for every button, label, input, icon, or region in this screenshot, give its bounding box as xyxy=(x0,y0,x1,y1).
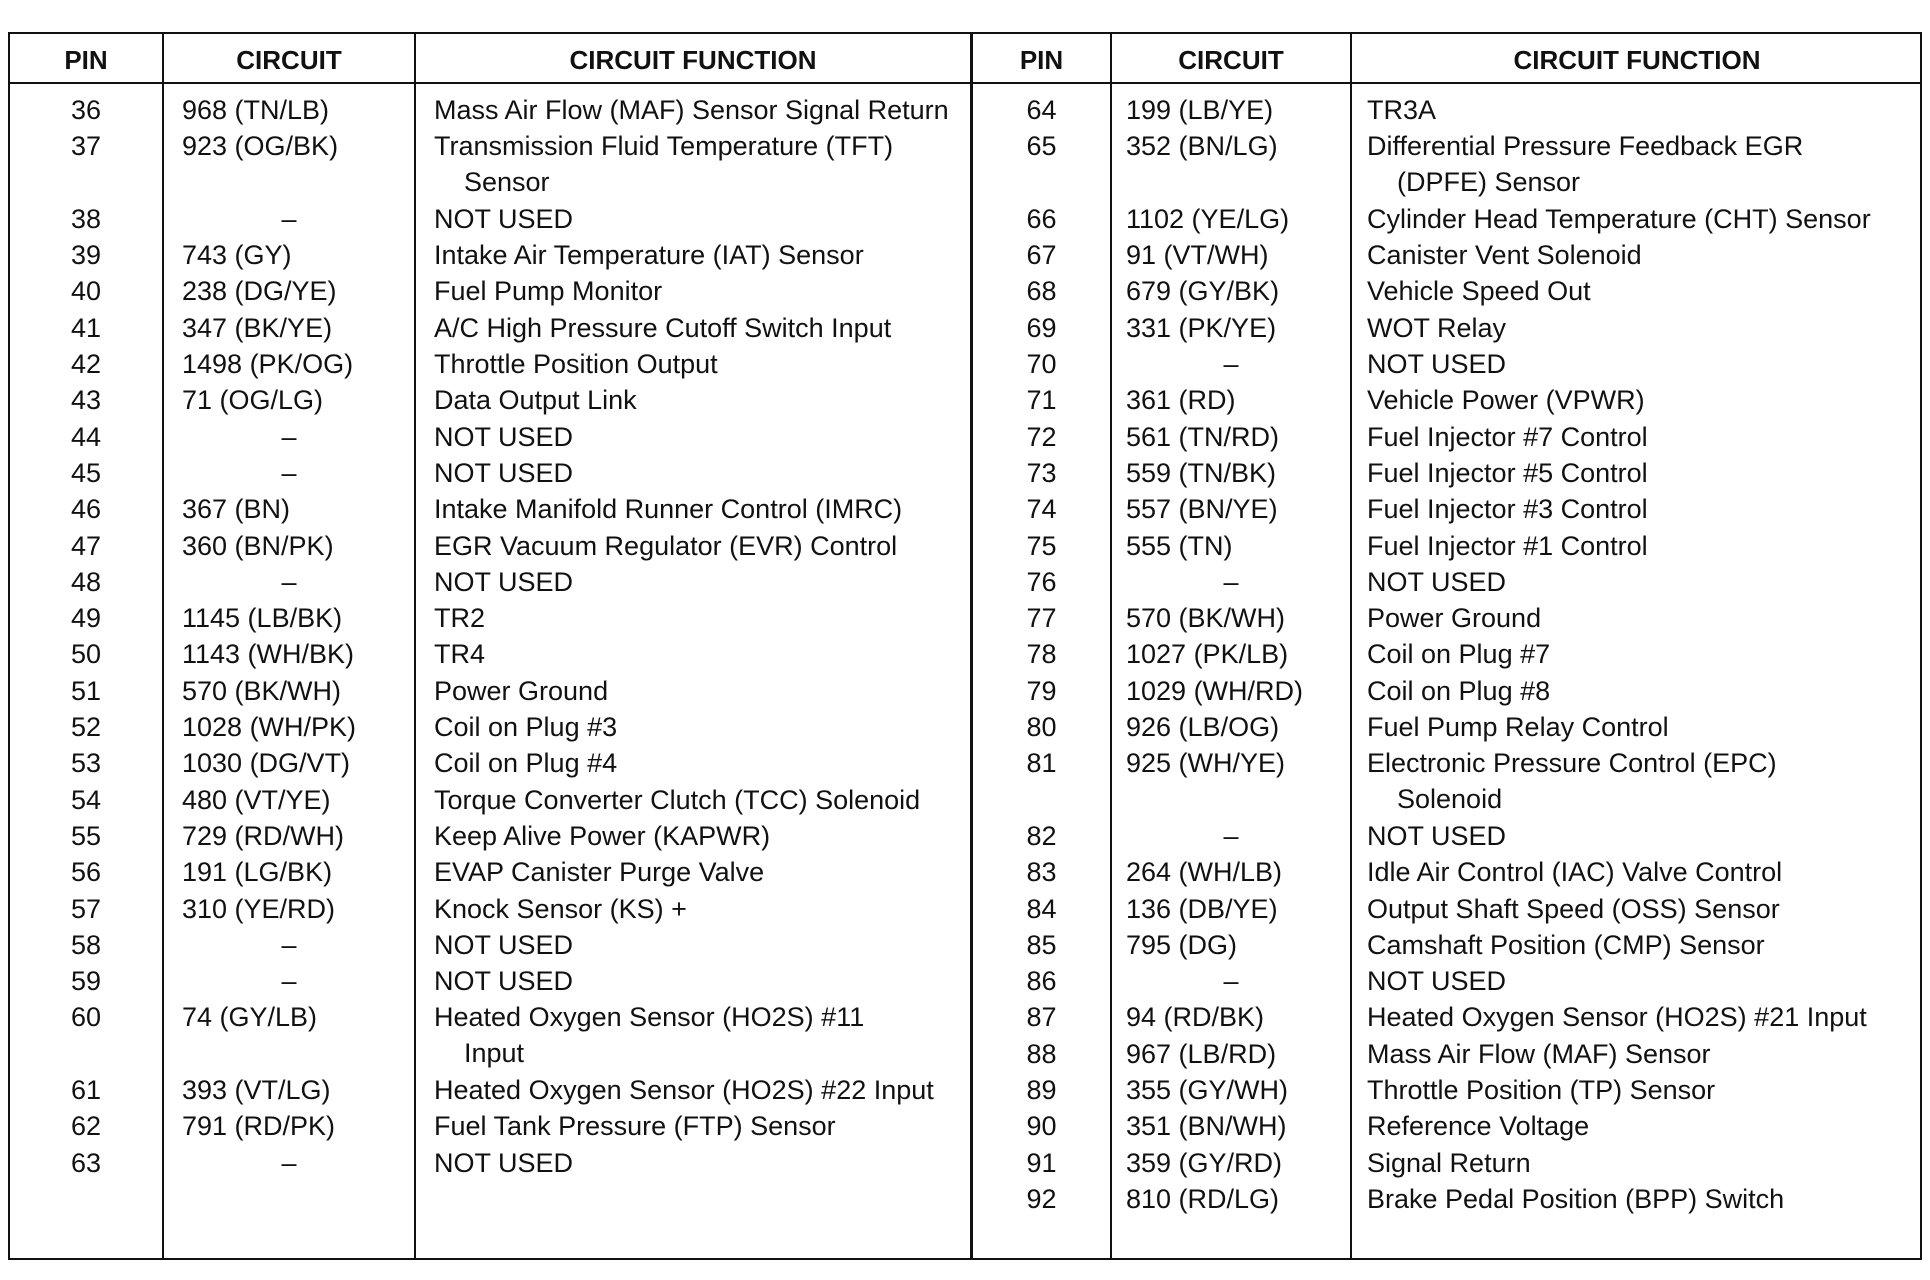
circuit-function xyxy=(434,782,920,818)
pin-number: 59 xyxy=(70,966,102,997)
circuit-function xyxy=(434,564,573,600)
pin-number: 37 xyxy=(70,131,102,162)
table-row xyxy=(10,673,970,709)
circuit-function-text: Knock Sensor (KS) + xyxy=(434,893,687,924)
table-row xyxy=(973,636,1922,672)
circuit-function-text: Fuel Pump Monitor xyxy=(434,276,663,307)
circuit-id: 360 (BN/PK) xyxy=(182,530,334,561)
circuit-function xyxy=(434,273,662,309)
circuit-function-text: Signal Return xyxy=(1367,1147,1531,1178)
circuit-function-text: Coil on Plug #7 xyxy=(1367,639,1551,670)
circuit-id: 967 (LB/RD) xyxy=(1126,1038,1277,1069)
circuit-function xyxy=(1367,999,1867,1035)
circuit-function-text: Keep Alive Power (KAPWR) xyxy=(434,820,771,851)
table-row xyxy=(10,709,970,745)
circuit-id: 1102 (YE/LG) xyxy=(1126,203,1290,234)
circuit-id: – xyxy=(281,1147,297,1178)
circuit-function-text: Heated Oxygen Sensor (HO2S) #11 xyxy=(434,1002,865,1033)
circuit-id: 557 (BN/YE) xyxy=(1126,494,1278,525)
table-row xyxy=(973,891,1922,927)
table-row xyxy=(10,782,970,818)
circuit-function-continuation: Sensor xyxy=(464,167,550,198)
table-row xyxy=(10,92,970,128)
pin-number: 38 xyxy=(70,203,102,234)
circuit-function-text: Reference Voltage xyxy=(1367,1111,1590,1142)
circuit-function xyxy=(434,237,864,273)
pin-number: 79 xyxy=(1026,675,1057,706)
circuit-function-text: Camshaft Position (CMP) Sensor xyxy=(1367,929,1765,960)
circuit-function-text: NOT USED xyxy=(434,421,574,452)
pin-number: 45 xyxy=(70,457,102,488)
pin-number: 83 xyxy=(1026,857,1057,888)
circuit-function-text: Mass Air Flow (MAF) Sensor xyxy=(1367,1038,1711,1069)
circuit-function xyxy=(1367,201,1871,237)
pin-number: 55 xyxy=(70,820,102,851)
table-row xyxy=(973,818,1922,854)
table-row xyxy=(973,1108,1922,1144)
circuit-function xyxy=(1367,528,1648,564)
pin-number: 39 xyxy=(70,240,102,271)
circuit-function xyxy=(434,455,573,491)
table-row xyxy=(10,128,970,201)
pin-number: 40 xyxy=(70,276,102,307)
circuit-function-text: Coil on Plug #4 xyxy=(434,748,618,779)
circuit-function-text: WOT Relay xyxy=(1367,312,1507,343)
circuit-function-text: Torque Converter Clutch (TCC) Solenoid xyxy=(434,784,921,815)
circuit-function xyxy=(1367,1181,1784,1217)
table-row xyxy=(973,600,1922,636)
circuit-function-text: TR3A xyxy=(1367,95,1437,125)
circuit-id: 191 (LG/BK) xyxy=(182,857,333,888)
circuit-function xyxy=(1367,419,1648,455)
circuit-function-text: Intake Manifold Runner Control (IMRC) xyxy=(434,494,903,525)
table-row xyxy=(10,346,970,382)
table-row xyxy=(10,891,970,927)
pin-number: 48 xyxy=(70,566,102,597)
circuit-id: 743 (GY) xyxy=(182,240,292,271)
pin-number: 68 xyxy=(1026,276,1057,307)
circuit-id: 355 (GY/WH) xyxy=(1126,1075,1289,1106)
left-pin-list xyxy=(10,92,970,1181)
circuit-function-text: Mass Air Flow (MAF) Sensor Signal Return xyxy=(434,95,949,125)
circuit-function xyxy=(434,346,718,382)
circuit-function xyxy=(434,927,573,963)
circuit-function xyxy=(434,818,770,854)
circuit-function xyxy=(1367,1036,1711,1072)
table-row xyxy=(10,310,970,346)
circuit-id: 393 (VT/LG) xyxy=(182,1075,331,1106)
circuit-function-text: Fuel Tank Pressure (FTP) Sensor xyxy=(434,1111,836,1142)
circuit-function xyxy=(434,1145,573,1181)
circuit-function-text: EVAP Canister Purge Valve xyxy=(434,857,765,888)
circuit-function-text: Fuel Injector #1 Control xyxy=(1367,530,1648,561)
circuit-id: 679 (GY/BK) xyxy=(1126,276,1280,307)
pin-number: 91 xyxy=(1026,1147,1057,1178)
header-circuit-right: CIRCUIT xyxy=(1178,45,1284,75)
circuit-function xyxy=(1367,854,1782,890)
circuit-function xyxy=(1367,455,1648,491)
circuit-function-text: Canister Vent Solenoid xyxy=(1367,240,1642,271)
circuit-id: 561 (TN/RD) xyxy=(1126,421,1280,452)
circuit-function xyxy=(1367,310,1506,346)
pin-number: 61 xyxy=(70,1075,102,1106)
table-row xyxy=(973,564,1922,600)
circuit-function xyxy=(434,636,485,672)
circuit-function-text: Fuel Injector #7 Control xyxy=(1367,421,1648,452)
circuit-id: 264 (WH/LB) xyxy=(1126,857,1283,888)
pin-number: 53 xyxy=(70,748,102,779)
table-row xyxy=(10,382,970,418)
circuit-function-text: Idle Air Control (IAC) Valve Control xyxy=(1367,857,1783,888)
circuit-function xyxy=(1367,927,1765,963)
table-row xyxy=(973,1181,1922,1217)
pin-number: 62 xyxy=(70,1111,102,1142)
table-row xyxy=(10,1072,970,1108)
pin-number: 88 xyxy=(1026,1038,1057,1069)
circuit-function-text: EGR Vacuum Regulator (EVR) Control xyxy=(434,530,898,561)
circuit-function-continuation: Solenoid xyxy=(1397,784,1503,815)
circuit-function xyxy=(434,745,617,781)
circuit-id: 74 (GY/LB) xyxy=(182,1002,318,1033)
circuit-id: 1145 (LB/BK) xyxy=(182,603,343,634)
pin-number: 78 xyxy=(1026,639,1057,670)
table-row xyxy=(10,999,970,1072)
circuit-id: 1027 (PK/LB) xyxy=(1126,639,1289,670)
header-rule xyxy=(10,82,1920,84)
circuit-function xyxy=(434,201,573,237)
circuit-id: 1028 (WH/PK) xyxy=(182,712,357,743)
circuit-function xyxy=(434,1108,836,1144)
circuit-id: 1029 (WH/RD) xyxy=(1126,675,1304,706)
circuit-function xyxy=(1367,382,1645,418)
circuit-id: 199 (LB/YE) xyxy=(1126,95,1274,125)
circuit-function xyxy=(434,491,902,527)
circuit-id: 71 (OG/LG) xyxy=(182,385,324,416)
circuit-id: 968 (TN/LB) xyxy=(182,95,330,125)
pin-number: 47 xyxy=(70,530,102,561)
circuit-function xyxy=(1367,237,1642,273)
circuit-function-text: NOT USED xyxy=(434,566,574,597)
pin-number: 72 xyxy=(1026,421,1057,452)
pin-number: 44 xyxy=(70,421,102,452)
circuit-id: 729 (RD/WH) xyxy=(182,820,345,851)
pin-number: 41 xyxy=(70,312,102,343)
pin-number: 65 xyxy=(1026,131,1057,162)
table-row xyxy=(973,854,1922,890)
circuit-function xyxy=(434,709,617,745)
pin-number: 74 xyxy=(1026,494,1057,525)
circuit-id: – xyxy=(281,203,297,234)
circuit-function-text: Power Ground xyxy=(1367,603,1542,634)
circuit-function xyxy=(1367,564,1506,600)
table-row xyxy=(10,636,970,672)
circuit-function xyxy=(1367,346,1506,382)
pin-number: 70 xyxy=(1026,349,1057,380)
table-row xyxy=(10,1108,970,1144)
circuit-id: 91 (VT/WH) xyxy=(1126,240,1269,271)
pin-number: 90 xyxy=(1026,1111,1057,1142)
circuit-function-text: A/C High Pressure Cutoff Switch Input xyxy=(434,312,892,343)
circuit-id: 926 (LB/OG) xyxy=(1126,712,1280,743)
table-row xyxy=(973,1072,1922,1108)
circuit-function-text: Vehicle Speed Out xyxy=(1367,276,1591,307)
pin-number: 75 xyxy=(1026,530,1057,561)
pin-number: 60 xyxy=(70,1002,102,1033)
pin-number: 46 xyxy=(70,494,102,525)
circuit-id: 347 (BK/YE) xyxy=(182,312,333,343)
table-row xyxy=(973,491,1922,527)
circuit-function-text: Output Shaft Speed (OSS) Sensor xyxy=(1367,893,1780,924)
circuit-function xyxy=(434,382,637,418)
pin-number: 87 xyxy=(1026,1002,1057,1033)
table-row xyxy=(973,92,1922,128)
circuit-id: 94 (RD/BK) xyxy=(1126,1002,1265,1033)
circuit-id: 1143 (WH/BK) xyxy=(182,639,355,670)
table-row xyxy=(973,128,1922,201)
circuit-function-text: TR2 xyxy=(434,603,486,634)
circuit-function-text: NOT USED xyxy=(434,929,574,960)
circuit-function xyxy=(1367,636,1550,672)
header-function-right: CIRCUIT FUNCTION xyxy=(1513,45,1761,75)
circuit-id: – xyxy=(1223,349,1239,380)
pin-number: 82 xyxy=(1026,820,1057,851)
header-function-left: CIRCUIT FUNCTION xyxy=(569,45,817,75)
circuit-id: 359 (GY/RD) xyxy=(1126,1147,1283,1178)
table-row xyxy=(973,999,1922,1035)
circuit-function xyxy=(434,673,608,709)
pin-number: 92 xyxy=(1026,1183,1057,1214)
circuit-function xyxy=(434,600,485,636)
circuit-id: – xyxy=(1223,966,1239,997)
circuit-function-continuation: Input xyxy=(464,1038,525,1069)
circuit-function xyxy=(1367,128,1803,200)
circuit-id: 352 (BN/LG) xyxy=(1126,131,1278,162)
circuit-function-text: Fuel Injector #3 Control xyxy=(1367,494,1648,525)
table-row xyxy=(973,673,1922,709)
pin-number: 76 xyxy=(1026,566,1057,597)
pin-number: 36 xyxy=(70,95,102,125)
circuit-id: 480 (VT/YE) xyxy=(182,784,331,815)
circuit-function-text: NOT USED xyxy=(1367,820,1507,851)
circuit-function xyxy=(1367,1108,1589,1144)
pin-number: 51 xyxy=(70,675,102,706)
pin-number: 63 xyxy=(70,1147,102,1178)
circuit-function-text: NOT USED xyxy=(1367,566,1507,597)
circuit-function-text: Heated Oxygen Sensor (HO2S) #22 Input xyxy=(434,1075,934,1106)
pin-number: 67 xyxy=(1026,240,1057,271)
circuit-function xyxy=(434,1072,934,1108)
circuit-id: 310 (YE/RD) xyxy=(182,893,336,924)
circuit-function-text: Fuel Injector #5 Control xyxy=(1367,457,1648,488)
circuit-function xyxy=(434,854,764,890)
circuit-function-text: Coil on Plug #3 xyxy=(434,712,618,743)
table-row xyxy=(10,419,970,455)
pin-number: 73 xyxy=(1026,457,1057,488)
circuit-function xyxy=(434,92,949,128)
table-row xyxy=(973,1145,1922,1181)
circuit-function-text: NOT USED xyxy=(434,1147,574,1178)
circuit-function xyxy=(1367,673,1550,709)
pin-number: 49 xyxy=(70,603,102,634)
circuit-id: – xyxy=(281,421,297,452)
circuit-id: – xyxy=(281,966,297,997)
circuit-id: 795 (DG) xyxy=(1126,929,1238,960)
table-row xyxy=(10,600,970,636)
circuit-id: 136 (DB/YE) xyxy=(1126,893,1278,924)
circuit-function xyxy=(434,128,893,200)
table-row xyxy=(10,455,970,491)
right-pin-list xyxy=(973,92,1922,1217)
circuit-id: – xyxy=(281,457,297,488)
table-row xyxy=(10,854,970,890)
circuit-id: 555 (TN) xyxy=(1126,530,1233,561)
pin-number: 80 xyxy=(1026,712,1057,743)
circuit-function xyxy=(1367,1072,1715,1108)
circuit-id: 1498 (PK/OG) xyxy=(182,349,354,380)
pin-number: 71 xyxy=(1026,385,1057,416)
table-row xyxy=(10,564,970,600)
circuit-id: – xyxy=(1223,820,1239,851)
circuit-id: 923 (OG/BK) xyxy=(182,131,339,162)
circuit-function xyxy=(1367,92,1436,128)
circuit-function-text: Power Ground xyxy=(434,675,609,706)
circuit-function-text: NOT USED xyxy=(1367,966,1507,997)
circuit-function-continuation: (DPFE) Sensor xyxy=(1397,167,1581,198)
circuit-function xyxy=(1367,745,1777,817)
header-circuit-left: CIRCUIT xyxy=(236,45,342,75)
circuit-function-text: Fuel Pump Relay Control xyxy=(1367,712,1669,743)
circuit-function-text: NOT USED xyxy=(434,966,574,997)
circuit-id: 570 (BK/WH) xyxy=(182,675,342,706)
pin-number: 69 xyxy=(1026,312,1057,343)
circuit-function xyxy=(1367,963,1506,999)
circuit-function xyxy=(1367,709,1669,745)
table-row xyxy=(973,455,1922,491)
pin-number: 52 xyxy=(70,712,102,743)
table-row xyxy=(973,346,1922,382)
circuit-function-text: Intake Air Temperature (IAT) Sensor xyxy=(434,240,864,271)
pin-number: 81 xyxy=(1026,748,1057,779)
circuit-function-text: Transmission Fluid Temperature (TFT) xyxy=(434,131,894,162)
pin-number: 86 xyxy=(1026,966,1057,997)
circuit-id: – xyxy=(1223,566,1239,597)
table-row xyxy=(973,419,1922,455)
circuit-function-text: Electronic Pressure Control (EPC) xyxy=(1367,748,1777,779)
circuit-function-text: NOT USED xyxy=(434,457,574,488)
table-row xyxy=(973,201,1922,237)
circuit-function-text: Throttle Position (TP) Sensor xyxy=(1367,1075,1716,1106)
table-row xyxy=(10,745,970,781)
circuit-function xyxy=(434,963,573,999)
pin-number: 56 xyxy=(70,857,102,888)
circuit-function-text: TR4 xyxy=(434,639,486,670)
pin-number: 84 xyxy=(1026,893,1057,924)
circuit-function xyxy=(434,419,573,455)
table-row xyxy=(10,1145,970,1181)
table-row xyxy=(973,528,1922,564)
circuit-function-text: NOT USED xyxy=(1367,349,1507,380)
table-row xyxy=(10,273,970,309)
table-row xyxy=(10,201,970,237)
circuit-function-text: Cylinder Head Temperature (CHT) Sensor xyxy=(1367,203,1871,234)
circuit-id: – xyxy=(281,566,297,597)
table-row xyxy=(973,709,1922,745)
circuit-function xyxy=(434,999,864,1071)
table-row xyxy=(10,818,970,854)
circuit-id: 1030 (DG/VT) xyxy=(182,748,351,779)
circuit-function-text: Differential Pressure Feedback EGR xyxy=(1367,131,1804,162)
pin-number: 43 xyxy=(70,385,102,416)
table-row xyxy=(973,1036,1922,1072)
header-pin-left: PIN xyxy=(64,45,108,75)
pin-number: 57 xyxy=(70,893,102,924)
circuit-id: 351 (BN/WH) xyxy=(1126,1111,1287,1142)
table-row xyxy=(973,963,1922,999)
circuit-function-text: NOT USED xyxy=(434,203,574,234)
pin-table xyxy=(8,32,1922,1260)
circuit-id: 570 (BK/WH) xyxy=(1126,603,1286,634)
pin-number: 54 xyxy=(70,784,102,815)
table-row xyxy=(10,963,970,999)
table-row xyxy=(10,237,970,273)
circuit-function xyxy=(434,891,687,927)
pin-number: 85 xyxy=(1026,929,1057,960)
circuit-id: 925 (WH/YE) xyxy=(1126,748,1286,779)
pin-number: 89 xyxy=(1026,1075,1057,1106)
circuit-function-text: Vehicle Power (VPWR) xyxy=(1367,385,1645,416)
table-row xyxy=(973,237,1922,273)
circuit-function xyxy=(1367,600,1541,636)
table-row xyxy=(10,927,970,963)
circuit-function xyxy=(1367,273,1591,309)
circuit-function xyxy=(1367,491,1648,527)
table-row xyxy=(973,310,1922,346)
table-row xyxy=(10,491,970,527)
table-row xyxy=(973,382,1922,418)
table-row xyxy=(973,273,1922,309)
circuit-id: 559 (TN/BK) xyxy=(1126,457,1277,488)
table-row xyxy=(973,745,1922,818)
circuit-function xyxy=(434,528,897,564)
pin-number: 58 xyxy=(70,929,102,960)
circuit-function-text: Coil on Plug #8 xyxy=(1367,675,1551,706)
circuit-function xyxy=(1367,1145,1531,1181)
circuit-id: 238 (DG/YE) xyxy=(182,276,337,307)
circuit-id: 791 (RD/PK) xyxy=(182,1111,336,1142)
header-pin-right: PIN xyxy=(1019,45,1064,75)
circuit-id: 361 (RD) xyxy=(1126,385,1236,416)
circuit-function-text: Brake Pedal Position (BPP) Switch xyxy=(1367,1183,1785,1214)
circuit-function-text: Data Output Link xyxy=(434,385,637,416)
circuit-id: 810 (RD/LG) xyxy=(1126,1183,1280,1214)
circuit-function xyxy=(1367,818,1506,854)
circuit-function xyxy=(434,310,891,346)
pin-number: 64 xyxy=(1026,95,1057,125)
circuit-function-text: Throttle Position Output xyxy=(434,349,718,380)
pin-number: 50 xyxy=(70,639,102,670)
circuit-id: – xyxy=(281,929,297,960)
circuit-id: 367 (BN) xyxy=(182,494,291,525)
table-row xyxy=(10,528,970,564)
table-row xyxy=(973,927,1922,963)
circuit-function-text: Heated Oxygen Sensor (HO2S) #21 Input xyxy=(1367,1002,1867,1033)
pin-number: 42 xyxy=(70,349,102,380)
circuit-function xyxy=(1367,891,1780,927)
circuit-id: 331 (PK/YE) xyxy=(1126,312,1277,343)
pin-number: 66 xyxy=(1026,203,1057,234)
pin-number: 77 xyxy=(1026,603,1057,634)
